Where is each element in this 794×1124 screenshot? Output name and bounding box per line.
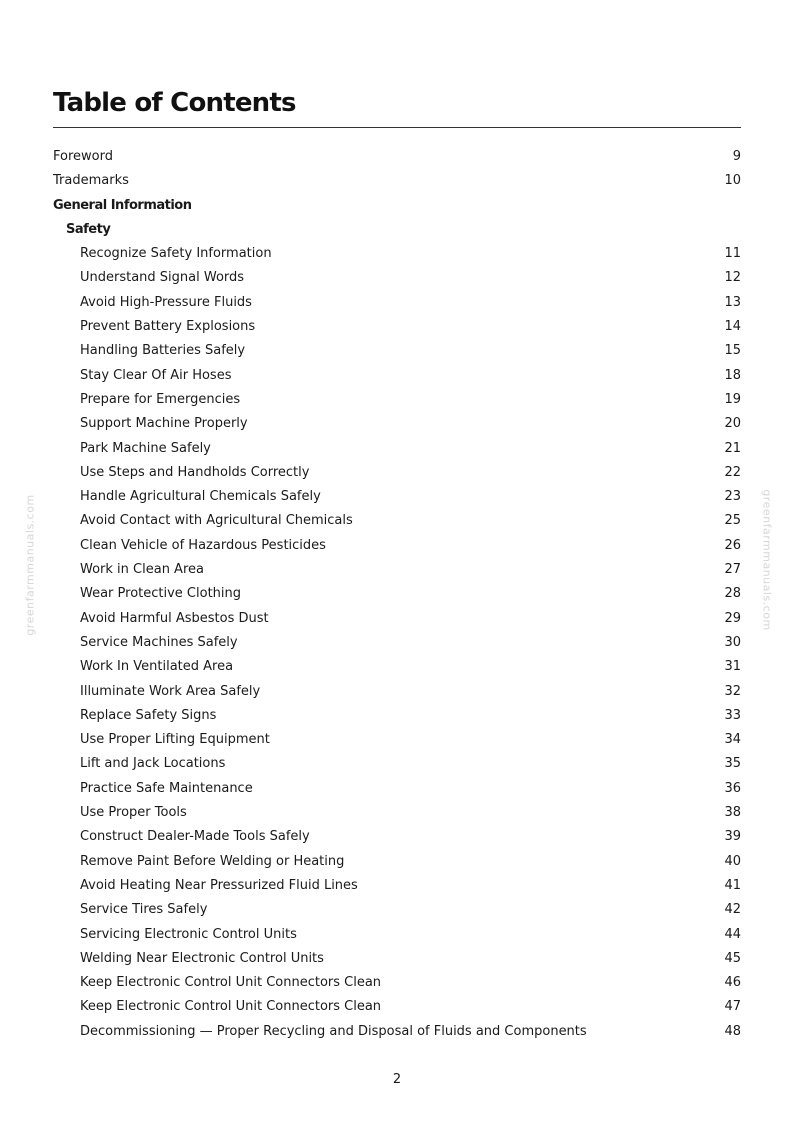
watermark-right: greenfarmmanuals.com <box>760 489 774 631</box>
toc-entry-label: Prepare for Emergencies <box>80 391 241 407</box>
toc-entry-page: 39 <box>724 829 741 845</box>
toc-entry-page: 45 <box>724 950 741 966</box>
toc-entry-page: 27 <box>724 562 741 578</box>
watermark-left: greenfarmmanuals.com <box>23 494 37 636</box>
toc-entry-label: Use Proper Tools <box>80 805 187 821</box>
title-divider <box>53 127 741 128</box>
toc-entry-label: Keep Electronic Control Unit Connectors Clean <box>80 999 382 1015</box>
toc-entry[interactable] <box>53 145 741 169</box>
toc-entry-label: Park Machine Safely <box>80 440 211 456</box>
toc-entry-label: Understand Signal Words <box>80 270 245 286</box>
toc-entry-label: Replace Safety Signs <box>80 707 217 723</box>
toc-entry-label: Illuminate Work Area Safely <box>80 683 261 699</box>
toc-entry-label: Prevent Battery Explosions <box>80 319 256 335</box>
toc-entry-page: 35 <box>724 756 741 772</box>
toc-entry-label: Handling Batteries Safely <box>80 343 246 359</box>
toc-entry-page: 48 <box>724 1023 741 1039</box>
toc-entry[interactable] <box>53 437 741 461</box>
toc-entry[interactable] <box>53 558 741 582</box>
toc-entry-label: Safety <box>66 221 111 237</box>
toc-entry-page: 38 <box>724 805 741 821</box>
toc-entry[interactable] <box>53 777 741 801</box>
toc-entry-page: 13 <box>724 294 741 310</box>
toc-entry-page: 30 <box>724 634 741 650</box>
toc-entry-page: 15 <box>724 343 741 359</box>
toc-entry[interactable] <box>53 388 741 412</box>
toc-section-heading <box>53 194 741 218</box>
toc-entry-label: Handle Agricultural Chemicals Safely <box>80 489 321 505</box>
toc-entry-label: Avoid Heating Near Pressurized Fluid Lines <box>80 877 358 893</box>
toc-entry-page: 14 <box>724 319 741 335</box>
toc-entry[interactable] <box>53 971 741 995</box>
toc-entry-page: 22 <box>724 464 741 480</box>
toc-entry-label: Service Tires Safely <box>80 902 208 918</box>
toc-entry-label: Stay Clear Of Air Hoses <box>80 367 232 383</box>
toc-entry-page: 11 <box>724 246 741 262</box>
toc-entry[interactable] <box>53 582 741 606</box>
toc-entry-label: Practice Safe Maintenance <box>80 780 253 796</box>
toc-entry-page: 46 <box>724 975 741 991</box>
toc-entry-page: 32 <box>724 683 741 699</box>
toc-entry[interactable] <box>53 752 741 776</box>
toc-entry-label: Work In Ventilated Area <box>80 659 234 675</box>
toc-entry-label: Welding Near Electronic Control Units <box>80 950 324 966</box>
toc-entry[interactable] <box>53 825 741 849</box>
toc-entry-label: Keep Electronic Control Unit Connectors Clean <box>80 975 382 991</box>
toc-entry-page: 34 <box>724 732 741 748</box>
toc-entry-page: 25 <box>724 513 741 529</box>
toc-entry-page: 12 <box>724 270 741 286</box>
toc-entry-page: 26 <box>724 537 741 553</box>
toc-entry-label: Trademarks <box>53 173 129 189</box>
toc-entry[interactable] <box>53 728 741 752</box>
toc-entry[interactable] <box>53 339 741 363</box>
toc-entry-label: Wear Protective Clothing <box>80 586 242 602</box>
toc-entry-label: Foreword <box>53 149 113 164</box>
toc-entry[interactable] <box>53 850 741 874</box>
toc-entry[interactable] <box>53 485 741 509</box>
toc-entry[interactable] <box>53 704 741 728</box>
toc-entry-label: Decommissioning — Proper Recycling and Disposal of Fluids and Components <box>80 1023 587 1039</box>
toc-entry-page: 9 <box>732 149 741 164</box>
toc-entry[interactable] <box>53 801 741 825</box>
toc-entry[interactable] <box>53 412 741 436</box>
toc-entry-page: 18 <box>724 367 741 383</box>
toc-entry-page: 28 <box>724 586 741 602</box>
toc-entry[interactable] <box>53 169 741 193</box>
toc-entry-page: 20 <box>724 416 741 432</box>
toc-entry[interactable] <box>53 607 741 631</box>
toc-entry-label: Work in Clean Area <box>80 562 204 578</box>
toc-entry-label: Service Machines Safely <box>80 634 238 650</box>
toc-entry[interactable] <box>53 631 741 655</box>
toc-entry[interactable] <box>53 461 741 485</box>
toc-entry-page: 10 <box>724 173 741 189</box>
toc-entry[interactable] <box>53 242 741 266</box>
toc-entry[interactable] <box>53 680 741 704</box>
toc-entry-page: 36 <box>724 780 741 796</box>
toc-entry[interactable] <box>53 655 741 679</box>
toc-entry-label: General Information <box>53 197 192 213</box>
toc-entry-label: Support Machine Properly <box>80 416 248 432</box>
toc-section-heading <box>53 218 741 242</box>
toc-entry-label: Clean Vehicle of Hazardous Pesticides <box>80 537 326 553</box>
toc-entry-label: Servicing Electronic Control Units <box>80 926 297 942</box>
toc-entry-label: Recognize Safety Information <box>80 246 272 262</box>
toc-entry-label: Use Steps and Handholds Correctly <box>80 464 310 480</box>
toc-entry[interactable] <box>53 923 741 947</box>
toc-entry[interactable] <box>53 509 741 533</box>
toc-entry-page: 44 <box>724 926 741 942</box>
toc-entry-page: 41 <box>724 877 741 893</box>
toc-entry[interactable] <box>53 995 741 1019</box>
toc-entry-label: Avoid High-Pressure Fluids <box>80 294 252 310</box>
toc-entry-label: Remove Paint Before Welding or Heating <box>80 853 345 869</box>
toc-entry-page: 23 <box>724 489 741 505</box>
toc-entry[interactable] <box>53 534 741 558</box>
toc-entry-page: 29 <box>724 610 741 626</box>
toc-entry-label: Avoid Harmful Asbestos Dust <box>80 610 269 626</box>
toc-entry-label: Use Proper Lifting Equipment <box>80 732 270 748</box>
toc-entry[interactable] <box>53 1020 741 1044</box>
toc-entry-page: 31 <box>724 659 741 675</box>
toc-entry-page: 21 <box>724 440 741 456</box>
toc-entry-label: Avoid Contact with Agricultural Chemicals <box>80 513 353 529</box>
toc-entry-page: 40 <box>724 853 741 869</box>
toc-entry[interactable] <box>53 315 741 339</box>
toc-entry[interactable] <box>53 266 741 290</box>
toc-entry[interactable] <box>53 364 741 388</box>
toc-entry-page: 19 <box>724 391 741 407</box>
toc-entry[interactable] <box>53 947 741 971</box>
page-title: Table of Contents <box>53 88 296 118</box>
toc-entry-page: 42 <box>724 902 741 918</box>
toc-entry-label: Construct Dealer-Made Tools Safely <box>80 829 310 845</box>
toc-entry-label: Lift and Jack Locations <box>80 756 226 772</box>
toc-entry[interactable] <box>53 291 741 315</box>
toc-entry-page: 33 <box>724 707 741 723</box>
toc-entry-page: 47 <box>724 999 741 1015</box>
toc-entry[interactable] <box>53 898 741 922</box>
page-number: 2 <box>392 1072 402 1087</box>
table-of-contents <box>53 145 741 1044</box>
toc-entry[interactable] <box>53 874 741 898</box>
